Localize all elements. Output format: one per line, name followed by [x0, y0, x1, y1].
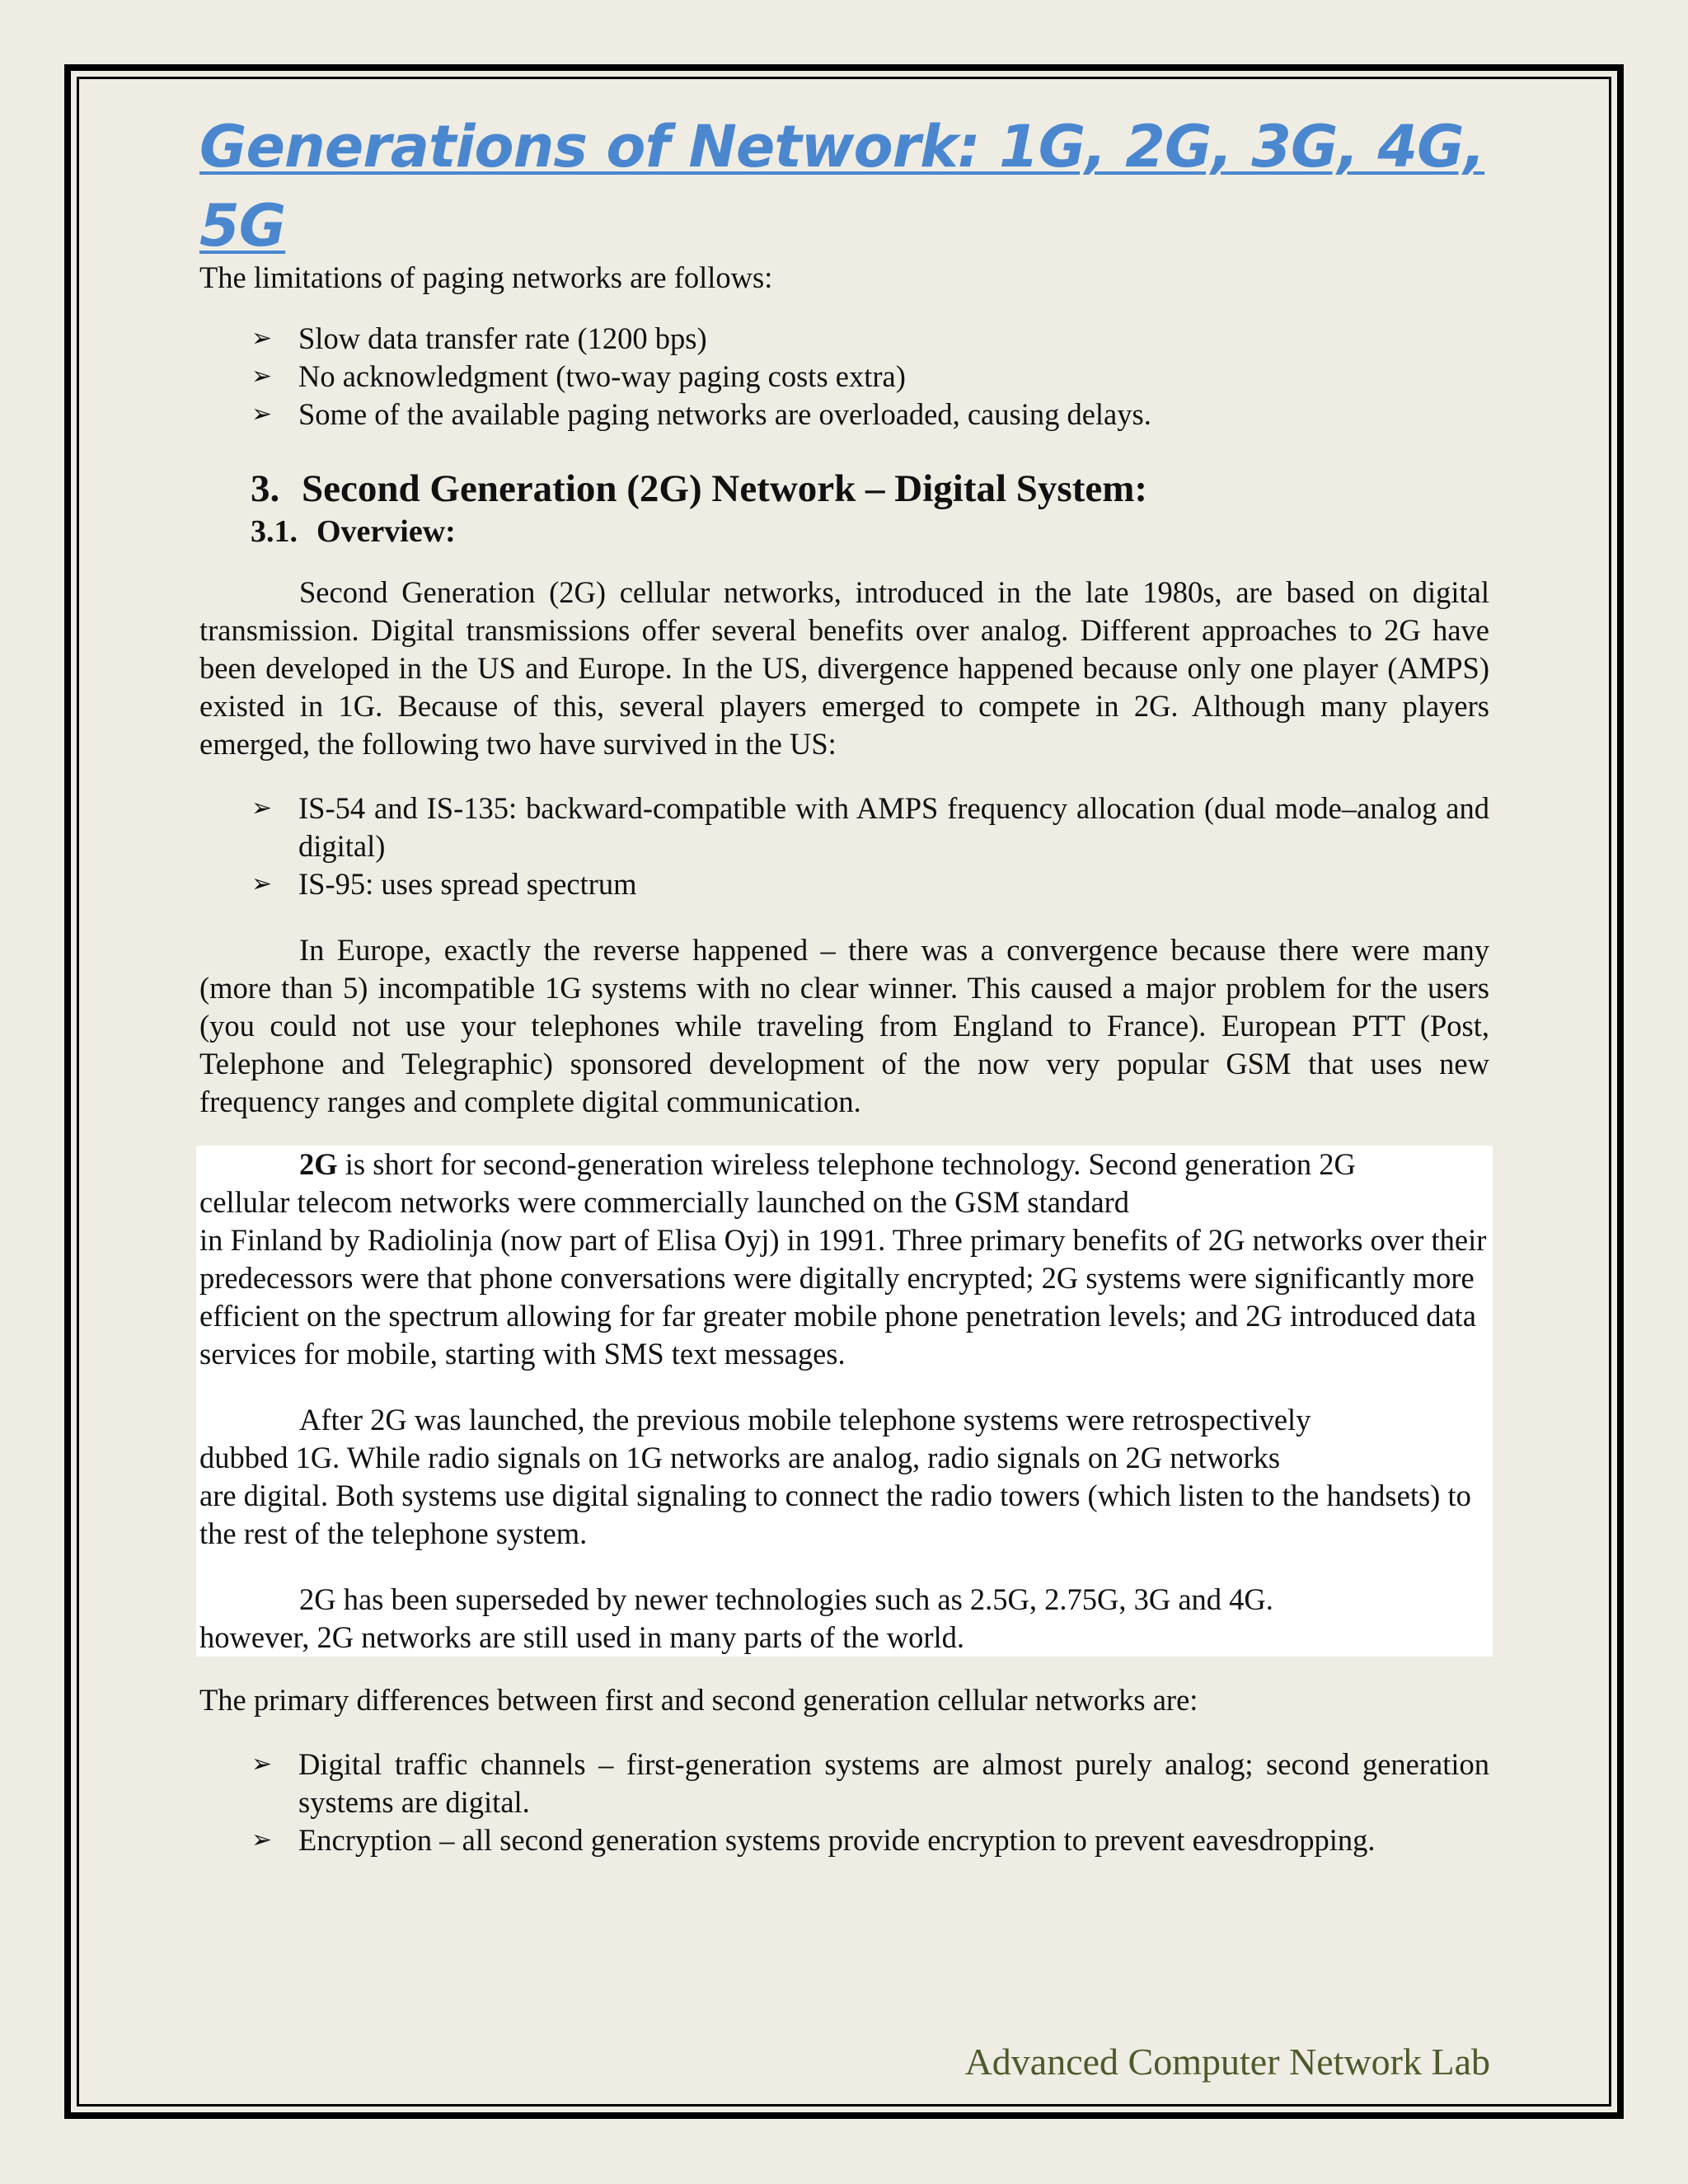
arrow-bullet-icon: ➢: [251, 362, 273, 391]
paging-limitations-list: [199, 320, 1489, 434]
list-item: ➢ IS-95: uses spread spectrum: [251, 865, 1489, 903]
subsection-heading: [251, 513, 1489, 551]
arrow-bullet-icon: ➢: [251, 1825, 273, 1854]
footer-lab-name: Advanced Computer Network Lab: [964, 2041, 1490, 2083]
list-item: ➢ IS-54 and IS-135: backward-compatible with AMPS frequency allocation (dual mode–analog and digital): [251, 791, 1489, 863]
list-item: ➢ Digital traffic channels – first-generation systems are almost purely analog; second generation systems are digital.: [251, 1747, 1489, 1819]
section-title: Second Generation (2G) Network – Digital System:: [302, 467, 1148, 510]
arrow-bullet-icon: ➢: [251, 324, 273, 353]
europe-paragraph: In Europe, exactly the reverse happened – there was a convergence because there were many (more than 5) incompatible 1G systems with no clear winner. This caused a major problem for the users (you could not use your telephones while traveling from England to France). European PTT (Post, Telephone and Telegraphic) sponsored development of the now very popular GSM that uses new frequency ranges and complete digital communication.: [199, 933, 1489, 1118]
arrow-bullet-icon: ➢: [251, 869, 273, 898]
us-standards-list: [199, 790, 1489, 903]
subsection-title: Overview:: [316, 514, 456, 549]
arrow-bullet-icon: ➢: [251, 400, 273, 429]
subsection-number: 3.1.: [251, 514, 298, 549]
section-number: 3.: [251, 467, 280, 510]
2g-bold-term: 2G: [299, 1147, 338, 1181]
list-item: ➢ Slow data transfer rate (1200 bps): [251, 320, 1489, 358]
arrow-bullet-icon: ➢: [251, 794, 273, 823]
2g-definition-box: [196, 1146, 1493, 1657]
differences-list: [199, 1746, 1489, 1859]
2g-superseded-paragraph: 2G has been superseded by newer technologies such as 2.5G, 2.75G, 3G and 4G. however, 2G networks are still used in many parts of the world.: [199, 1582, 1273, 1654]
differences-intro: The primary differences between first and second generation cellular networks are:: [199, 1683, 1198, 1717]
2g-launch-paragraph: After 2G was launched, the previous mobile telephone systems were retrospectively dubbed 1G. While radio signals on 1G networks are analog, radio signals on 2G networks are digital. Both systems use digital signaling to connect the radio towers (which listen to the handsets) to the rest of the telephone system.: [199, 1403, 1471, 1550]
2g-definition-paragraph: 2G is short for second-generation wireless telephone technology. Second generation 2G cellular telecom networks were commercially launched on the GSM standard in Finland by Radiolinja (now part of Elisa Oyj) in 1991. Three primary benefits of 2G networks over their predecessors were that phone conversations were digitally encrypted; 2G systems were significantly more efficient on the spectrum allowing for far greater mobile phone penetration levels; and 2G introduced data services for mobile, starting with SMS text messages.: [199, 1147, 1487, 1371]
list-item: ➢ Encryption – all second generation systems provide encryption to prevent eavesdropping.: [251, 1821, 1489, 1859]
overview-paragraph: Second Generation (2G) cellular networks, introduced in the late 1980s, are based on digital transmission. Digital transmissions offer several benefits over analog. Different approaches to 2G have been developed in the US and Europe. In the US, divergence happened because only one player (AMPS) existed in 1G. Because of this, several players emerged to compete in 2G. Although many players emerged, the following two have survived in the US:: [199, 575, 1489, 761]
section-heading: [251, 465, 1489, 513]
document-body: [199, 107, 1489, 1859]
document-title: Generations of Network: 1G, 2G, 3G, 4G, 5G: [199, 113, 1485, 260]
list-item: ➢ No acknowledgment (two-way paging costs extra): [251, 358, 1489, 396]
list-item: ➢ Some of the available paging networks are overloaded, causing delays.: [251, 396, 1489, 434]
paging-intro: The limitations of paging networks are follows:: [199, 260, 773, 294]
arrow-bullet-icon: ➢: [251, 1750, 273, 1779]
